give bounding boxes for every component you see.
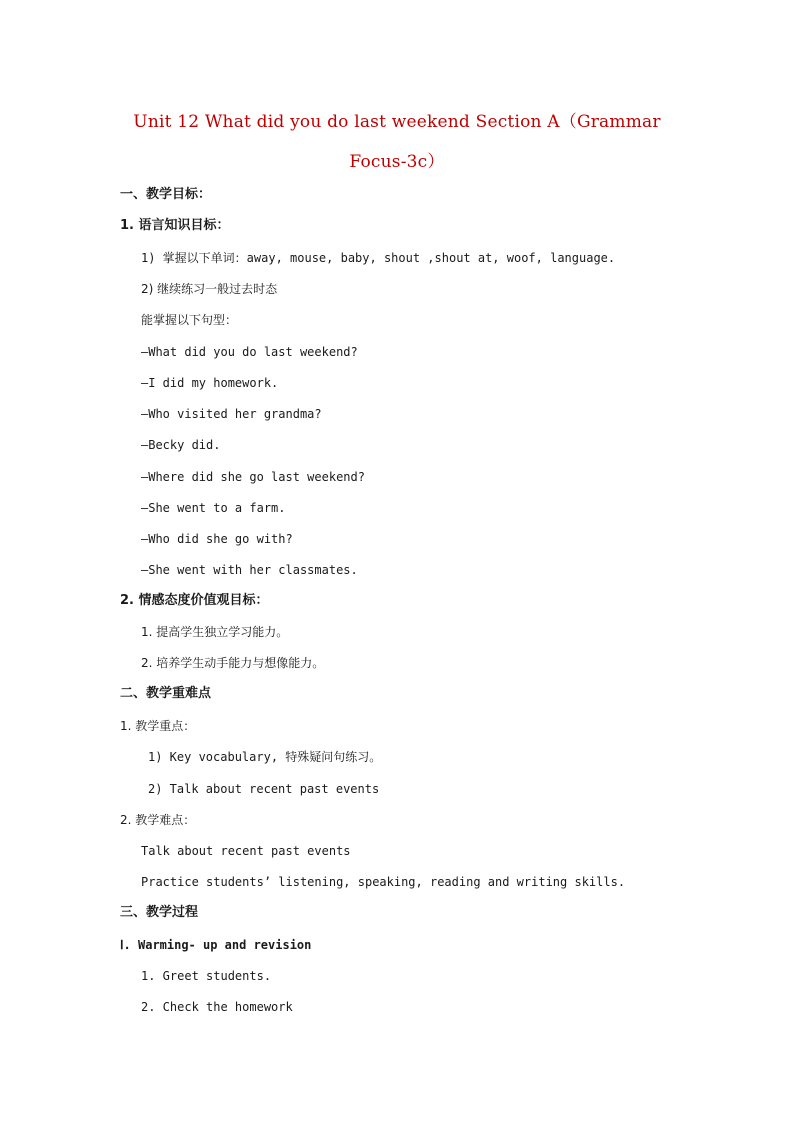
page-title-line-2: Focus-3c） — [349, 152, 445, 172]
step-item-greet: 1. Greet students. — [141, 969, 272, 983]
sentence-line: —Where did she go last weekend? — [141, 470, 365, 484]
sentence-line: —Who visited her grandma? — [141, 407, 322, 421]
difficult-item-1: Talk about recent past events — [141, 844, 351, 858]
emotion-item-1: 1. 提高学生独立学习能力。 — [141, 625, 289, 639]
knowledge-item-vocabulary: 1) 掌握以下单词：away, mouse, baby, shout ,shout at, woof, language. — [141, 251, 616, 265]
step-item-homework: 2. Check the homework — [141, 1000, 293, 1014]
section-heading-objectives: 一、教学目标： — [120, 187, 212, 202]
step-heading-warming-up: Ⅰ. Warming- up and revision — [120, 938, 312, 952]
sentence-line: —She went to a farm. — [141, 501, 286, 515]
knowledge-item-past-tense: 2) 继续练习一般过去时态 — [141, 282, 278, 296]
subheading-teaching-difficulties: 2. 教学难点： — [120, 813, 196, 827]
section-heading-key-points: 二、教学重难点 — [120, 686, 212, 701]
sentence-line: —I did my homework. — [141, 376, 279, 390]
sentence-line: —Who did she go with? — [141, 532, 293, 546]
sentence-line: —Becky did. — [141, 438, 221, 452]
difficult-item-2: Practice students’ listening, speaking, reading and writing skills. — [141, 875, 626, 889]
sentence-line: —What did you do last weekend? — [141, 345, 358, 359]
emotion-item-2: 2. 培养学生动手能力与想像能力。 — [141, 656, 325, 670]
focus-item-2: 2) Talk about recent past events — [148, 782, 380, 796]
focus-item-1: 1) Key vocabulary, 特殊疑问句练习。 — [148, 750, 382, 764]
section-heading-process: 三、教学过程 — [120, 905, 199, 920]
sentence-line: —She went with her classmates. — [141, 563, 358, 577]
subheading-knowledge-objectives: 1. 语言知识目标： — [120, 218, 230, 233]
subheading-emotion-objectives: 2. 情感态度价值观目标： — [120, 593, 269, 608]
sentence-patterns-label: 能掌握以下句型： — [141, 313, 238, 327]
page-title-line-1: Unit 12 What did you do last weekend Section A（Grammar — [133, 112, 661, 132]
subheading-teaching-focus: 1. 教学重点： — [120, 719, 196, 733]
